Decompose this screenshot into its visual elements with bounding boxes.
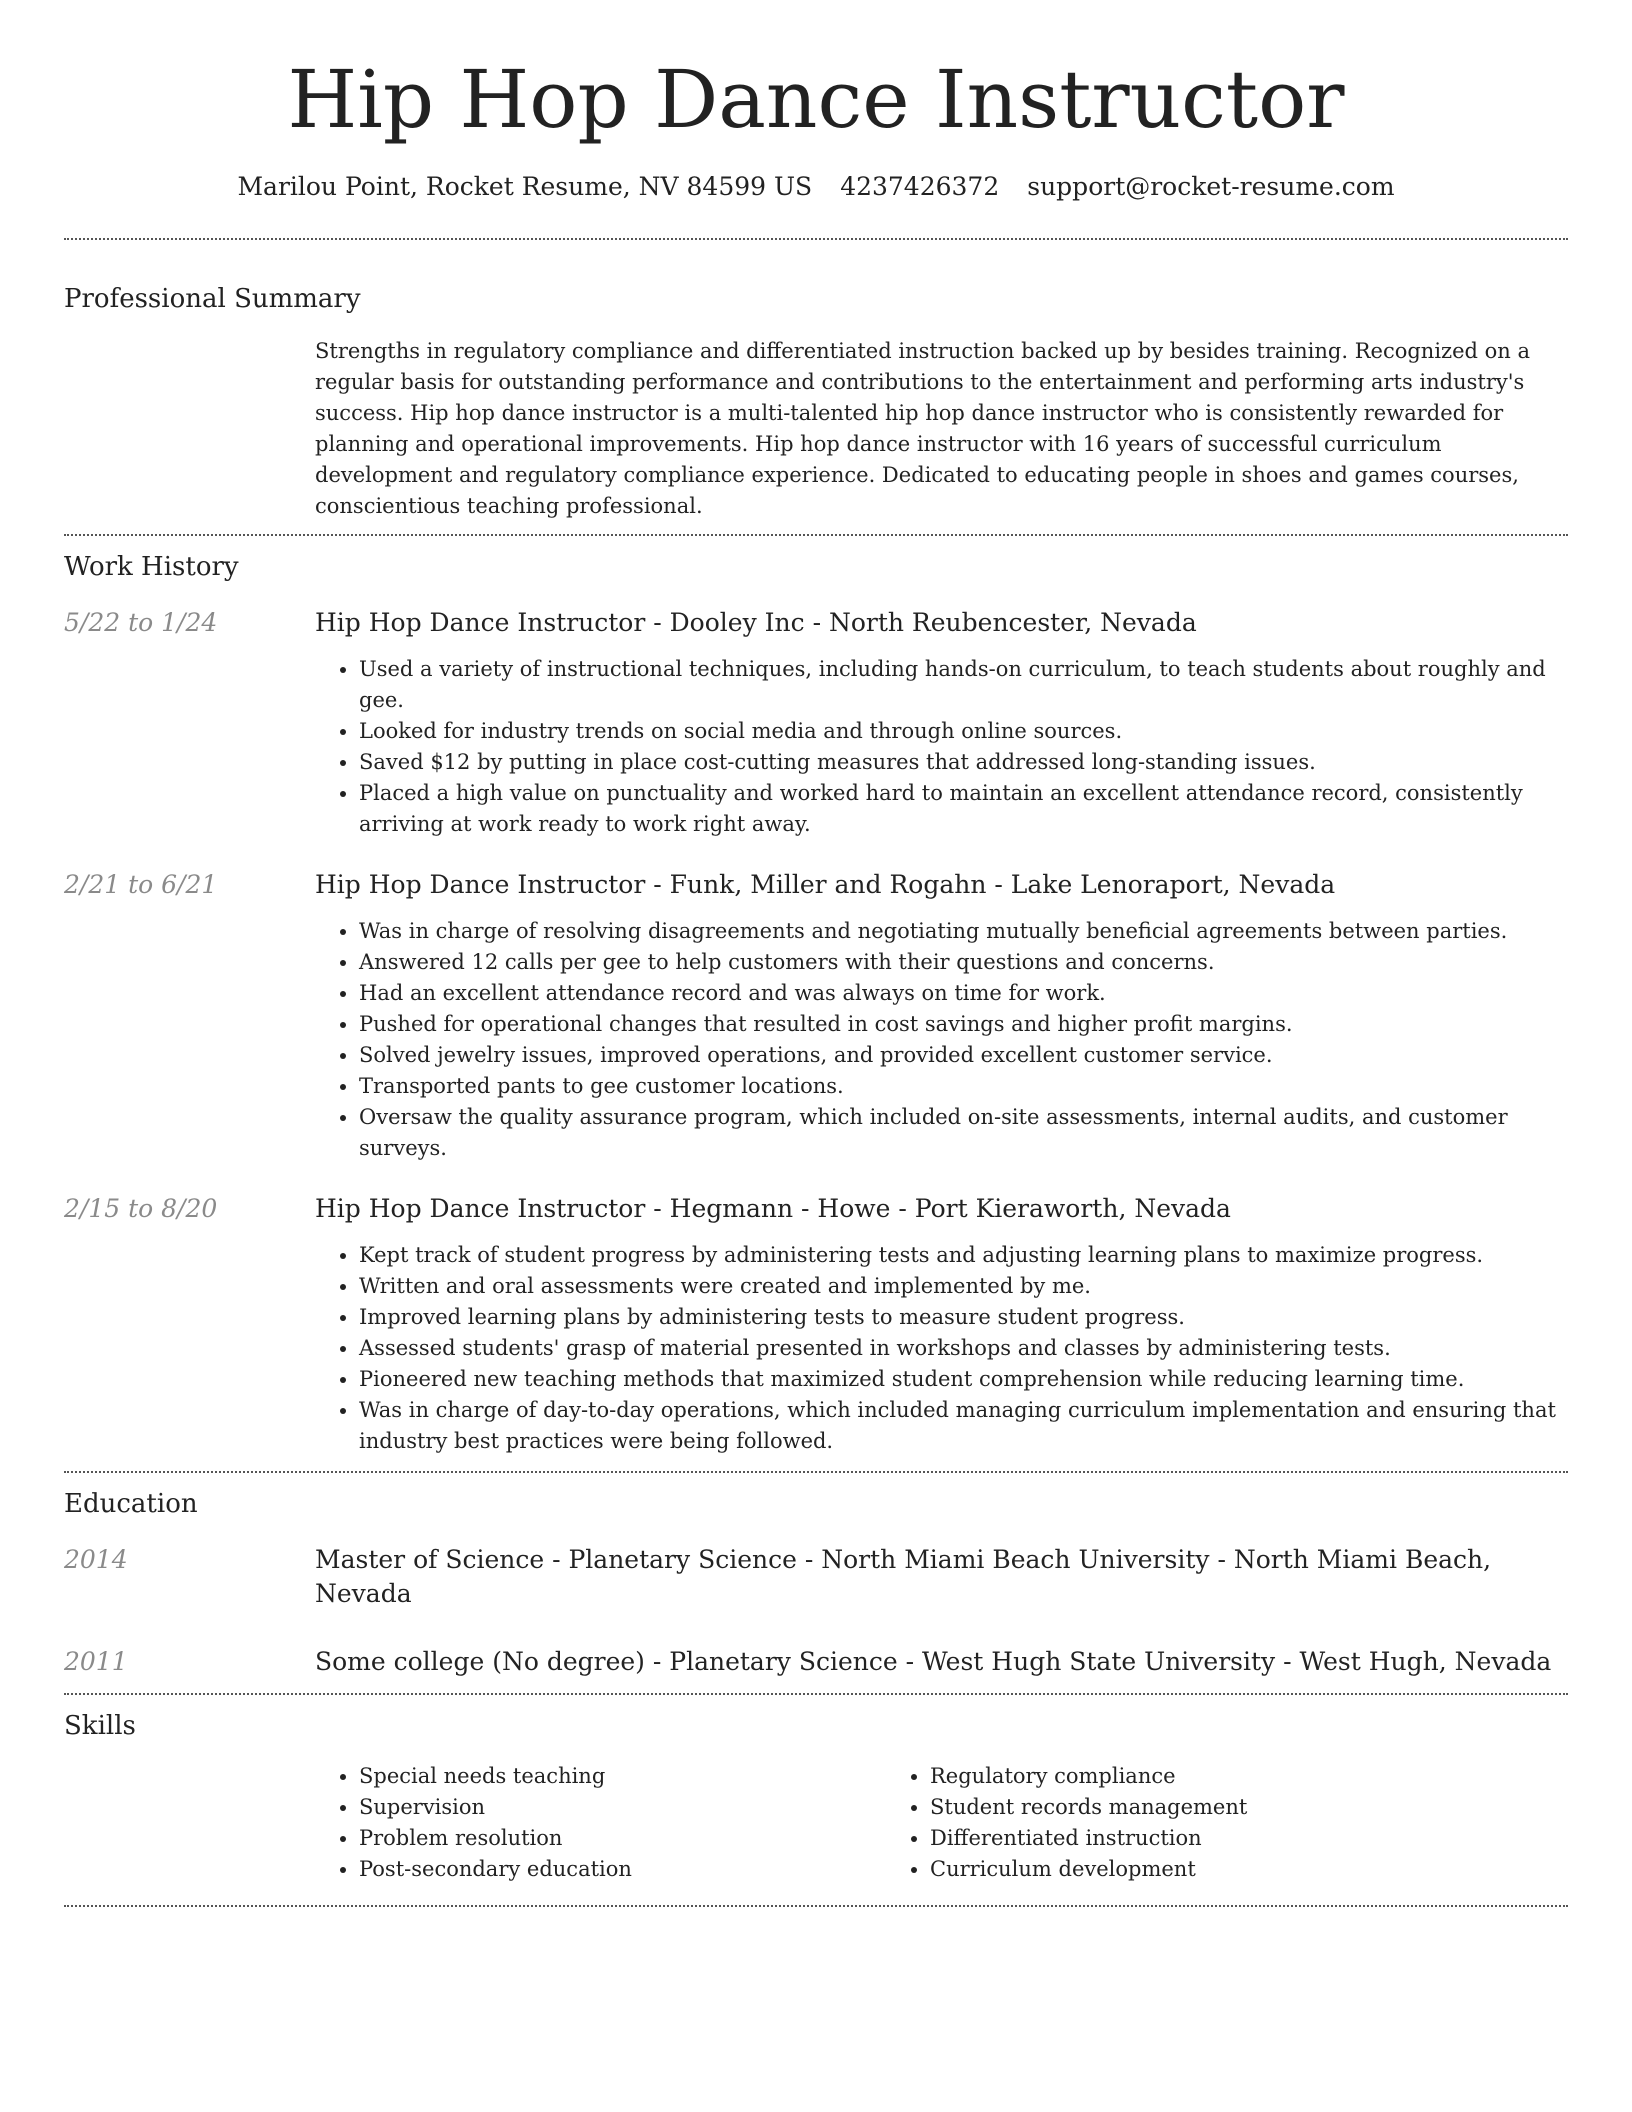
job-bullets xyxy=(315,654,1568,840)
job-body xyxy=(315,606,1568,840)
work-history-section xyxy=(64,536,1568,1457)
list-item: • Was in charge of day-to-day operations, which included managing curriculum implementation and ensuring that industry best practices were being followed. xyxy=(359,1395,1568,1457)
education-year: 2014 xyxy=(64,1545,128,1574)
list-item: • Pushed for operational changes that resulted in cost savings and higher profit margins. xyxy=(359,1009,1568,1040)
job-body xyxy=(315,868,1568,1164)
list-item: • Answered 12 calls per gee to help customers with their questions and concerns. xyxy=(359,947,1568,978)
skills-list-left xyxy=(315,1761,886,1885)
skills-list-right xyxy=(886,1761,1457,1885)
job-title: Hip Hop Dance Instructor - Dooley Inc - North Reubencester, Nevada xyxy=(315,608,1197,637)
section-title-education: Education xyxy=(64,1489,198,1519)
education-body xyxy=(315,1645,1568,1679)
contact-line xyxy=(64,170,1568,204)
education-entry xyxy=(64,1645,1568,1679)
list-item: • Transported pants to gee customer locations. xyxy=(359,1071,1568,1102)
list-item: • Pioneered new teaching methods that maximized student comprehension while reducing learning time. xyxy=(359,1364,1568,1395)
education-year: 2011 xyxy=(64,1647,128,1676)
list-item: • Had an excellent attendance record and was always on time for work. xyxy=(359,978,1568,1009)
skills-grid xyxy=(315,1761,1568,1885)
page-title: Hip Hop Dance Instructor xyxy=(287,53,1345,146)
list-item: • Curriculum development xyxy=(930,1854,1457,1885)
job-bullets xyxy=(315,1240,1568,1457)
contact-phone: 4237426372 xyxy=(840,172,1000,201)
job-entry xyxy=(64,868,1568,1164)
list-item: • Supervision xyxy=(359,1792,886,1823)
contact-address: Marilou Point, Rocket Resume, NV 84599 US xyxy=(237,172,813,201)
resume-header xyxy=(64,0,1568,204)
job-bullets xyxy=(315,916,1568,1164)
list-item: • Oversaw the quality assurance program, which included on-site assessments, internal audits, and customer surveys. xyxy=(359,1102,1568,1164)
job-entry xyxy=(64,1192,1568,1457)
job-dates: 5/22 to 1/24 xyxy=(64,608,218,637)
section-title-summary: Professional Summary xyxy=(64,284,361,314)
education-section xyxy=(64,1473,1568,1679)
list-item: • Post-secondary education xyxy=(359,1854,886,1885)
education-body xyxy=(315,1543,1568,1611)
list-item: • Was in charge of resolving disagreements and negotiating mutually beneficial agreements between parties. xyxy=(359,916,1568,947)
divider xyxy=(64,1905,1568,1907)
section-title-skills: Skills xyxy=(64,1711,136,1741)
list-item: • Regulatory compliance xyxy=(930,1761,1457,1792)
job-dates: 2/15 to 8/20 xyxy=(64,1194,218,1223)
summary-text: Strengths in regulatory compliance and differentiated instruction backed up by besides training. Recognized on a regular basis for outstanding performance and contributions to the entertainment and performing arts industry's success. Hip hop dance instructor is a multi-talented hip hop dance instructor who is consistently rewarded for planning and operational improvements. Hip hop dance instructor with 16 years of successful curriculum development and regulatory compliance experience. Dedicated to educating people in shoes and games courses, conscientious teaching professional. xyxy=(315,339,1531,518)
list-item: • Special needs teaching xyxy=(359,1761,886,1792)
list-item: • Looked for industry trends on social media and through online sources. xyxy=(359,716,1568,747)
section-title-work: Work History xyxy=(64,552,239,582)
list-item: • Student records management xyxy=(930,1792,1457,1823)
list-item: • Differentiated instruction xyxy=(930,1823,1457,1854)
job-title: Hip Hop Dance Instructor - Hegmann - Howe - Port Kieraworth, Nevada xyxy=(315,1194,1231,1223)
education-title: Master of Science - Planetary Science - North Miami Beach University - North Miami Beach, Nevada xyxy=(315,1545,1492,1608)
list-item: • Solved jewelry issues, improved operations, and provided excellent customer service. xyxy=(359,1040,1568,1071)
job-title: Hip Hop Dance Instructor - Funk, Miller and Rogahn - Lake Lenoraport, Nevada xyxy=(315,870,1336,899)
education-title: Some college (No degree) - Planetary Science - West Hugh State University - West Hugh, Nevada xyxy=(315,1647,1552,1676)
list-item: • Improved learning plans by administering tests to measure student progress. xyxy=(359,1302,1568,1333)
education-entry xyxy=(64,1543,1568,1611)
list-item: • Written and oral assessments were created and implemented by me. xyxy=(359,1271,1568,1302)
contact-email: support@rocket-resume.com xyxy=(1027,172,1395,201)
list-item: • Kept track of student progress by administering tests and adjusting learning plans to maximize progress. xyxy=(359,1240,1568,1271)
skills-section xyxy=(64,1695,1568,1885)
list-item: • Problem resolution xyxy=(359,1823,886,1854)
job-dates: 2/21 to 6/21 xyxy=(64,870,218,899)
list-item: • Saved $12 by putting in place cost-cutting measures that addressed long-standing issues. xyxy=(359,747,1568,778)
list-item: • Placed a high value on punctuality and worked hard to maintain an excellent attendance record, consistently arriving at work ready to work right away. xyxy=(359,778,1568,840)
job-body xyxy=(315,1192,1568,1457)
list-item: • Assessed students' grasp of material presented in workshops and classes by administering tests. xyxy=(359,1333,1568,1364)
summary-section xyxy=(64,240,1568,522)
job-entry xyxy=(64,606,1568,840)
list-item: • Used a variety of instructional techniques, including hands-on curriculum, to teach students about roughly and gee. xyxy=(359,654,1568,716)
